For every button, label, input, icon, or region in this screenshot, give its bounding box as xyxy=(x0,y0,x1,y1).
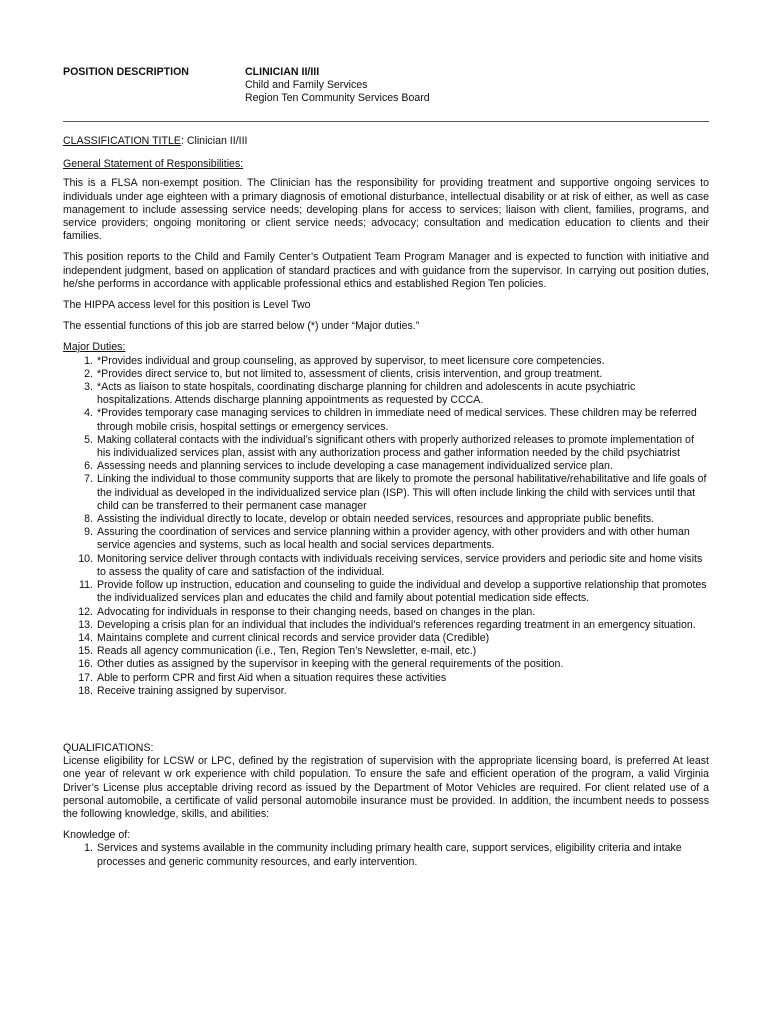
header-position-block xyxy=(245,66,430,106)
list-item-number: 18. xyxy=(78,684,93,697)
list-item xyxy=(63,526,709,552)
list-item-number: 12. xyxy=(78,605,93,618)
list-item xyxy=(63,553,709,579)
general-paragraph-1: This is a FLSA non-exempt position. The Clinician has the responsibility for providing treatment and supportive ongoing services to individuals under age eighteen with a primary diagnosis of emotional disturbance, intellectual disability or at risk of either, as well as case management to include assessing service needs; developing plans for access to services; liaison with client, families, programs, and service providers; ongoing monitoring or client service needs; advocacy; consultation and medication education to clients and their families. xyxy=(63,177,709,243)
list-item-number: 13. xyxy=(78,618,93,631)
qualifications-heading: QUALIFICATIONS: xyxy=(63,741,154,754)
list-item-number: 1. xyxy=(84,354,93,367)
list-item xyxy=(63,368,709,381)
department-name: Child and Family Services xyxy=(245,79,368,92)
list-item-text: Assuring the coordination of services and service planning within a provider agency, with other providers and with other human service agencies and systems, such as local health and social services departments. xyxy=(97,526,690,552)
list-item-number: 9. xyxy=(84,526,93,539)
list-item xyxy=(63,619,709,632)
hippa-paragraph: The HIPPA access level for this position is Level Two xyxy=(63,299,311,312)
list-item-number: 14. xyxy=(78,631,93,644)
list-item-number: 4. xyxy=(84,407,93,420)
list-item-text: Receive training assigned by supervisor. xyxy=(97,684,287,697)
essential-functions-paragraph: The essential functions of this job are starred below (*) under “Major duties.” xyxy=(63,320,420,333)
qualifications-body: License eligibility for LCSW or LPC, defined by the registration of supervision with the appropriate licensing board, is preferred At least one year of relevant w ork experience with child population. To ensure the safe and efficient operation of the program, a valid Virginia Driver’s License plus acceptable driving record as issued by the Department of Motor Vehicles are required. For client related use of a personal automobile, a certificate of valid personal automobile insurance must be provided. In addition, the incumbent needs to possess the following knowledge, skills, and abilities: xyxy=(63,755,709,820)
knowledge-list xyxy=(63,842,709,868)
list-item xyxy=(63,473,709,513)
classification-label: CLASSIFICATION TITLE xyxy=(63,135,181,147)
list-item-number: 2. xyxy=(84,367,93,380)
list-item xyxy=(63,632,709,645)
list-item-text: Reads all agency communication (i.e., Ten, Region Ten’s Newsletter, e-mail, etc.) xyxy=(97,645,477,658)
list-item xyxy=(63,513,709,526)
list-item-number: 17. xyxy=(78,671,93,684)
list-item-text: Assessing needs and planning services to include developing a case management individualized service plan. xyxy=(97,460,613,473)
general-paragraph-2: This position reports to the Child and Family Center’s Outpatient Team Program Manager and is expected to function with initiative and independent judgment, based on application of standard practices and with guidance from the supervisor. In carrying out position duties, he/she performs in accordance with applicable professional ethics and established Region Ten policies. xyxy=(63,251,709,290)
position-title: CLINICIAN II/III xyxy=(245,66,320,78)
list-item xyxy=(63,381,709,407)
list-item-text: *Provides direct service to, but not limited to, assessment of clients, crisis intervention, and group treatment. xyxy=(97,367,603,380)
list-item-number: 10. xyxy=(78,552,93,565)
list-item-text: Assisting the individual directly to locate, develop or obtain needed services, resources and appropriate public benefits. xyxy=(97,513,655,526)
document-body xyxy=(63,135,709,869)
major-duties-list xyxy=(63,355,709,698)
list-item xyxy=(63,842,709,868)
list-item-text: Able to perform CPR and first Aid when a situation requires these activities xyxy=(97,671,447,684)
list-item-text: Services and systems available in the community including primary health care, support services, eligibility criteria and intake processes and generic community resources, and early intervention. xyxy=(97,842,682,868)
list-item-number: 7. xyxy=(84,473,93,486)
header-divider xyxy=(63,121,709,122)
list-item xyxy=(63,645,709,658)
classification-value: : Clinician II/III xyxy=(180,135,248,147)
list-item-text: *Provides individual and group counseling, as approved by supervisor, to meet licensure core competencies. xyxy=(97,354,605,367)
classification-title xyxy=(63,135,709,148)
list-item-number: 11. xyxy=(79,579,93,592)
list-item-text: Developing a crisis plan for an individual that includes the individual’s references regarding treatment in an emergency situation. xyxy=(97,618,696,631)
header-label: POSITION DESCRIPTION xyxy=(63,66,189,78)
list-item-text: Linking the individual to those community supports that are likely to promote the personal habilitative/rehabilitative and life goals of the individual as developed in the individualized service plan (ISP). This will often include linking the child with services until that child can be transferred to their permanent case manager xyxy=(97,473,707,512)
list-item-text: Other duties as assigned by the supervisor in keeping with the general requirements of the position. xyxy=(97,658,564,671)
list-item xyxy=(63,685,709,698)
list-item xyxy=(63,606,709,619)
list-item-number: 15. xyxy=(78,645,93,658)
list-item xyxy=(63,434,709,460)
list-item-text: Maintains complete and current clinical records and service provider data (Credible) xyxy=(97,631,490,644)
general-statement-heading: General Statement of Responsibilities: xyxy=(63,158,244,171)
list-item-number: 16. xyxy=(78,658,93,671)
list-item xyxy=(63,658,709,671)
list-item-number: 8. xyxy=(84,513,93,526)
list-item xyxy=(63,460,709,473)
list-item-number: 1. xyxy=(84,842,93,855)
list-item-text: Making collateral contacts with the individual’s significant others with properly authorized releases to promote implementation of his individualized services plan, assist with any authorization process and gather information needed by the child psychiatrist xyxy=(97,433,694,460)
list-item-number: 3. xyxy=(84,381,93,394)
list-item xyxy=(63,672,709,685)
list-item-text: Advocating for individuals in response to their changing needs, based on changes in the plan. xyxy=(97,605,536,618)
list-item-number: 5. xyxy=(84,433,93,446)
list-item xyxy=(63,355,709,368)
list-item xyxy=(63,407,709,433)
list-item-text: Monitoring service deliver through contacts with individuals receiving services, service providers and periodic site and home visits to assess the quality of care and satisfaction of the individual. xyxy=(97,552,703,578)
list-item-text: *Acts as liaison to state hospitals, coordinating discharge planning for children and adolescents in acute psychiatric hospitalizations. Attends discharge planning appointments as requested by CCCA. xyxy=(97,381,636,407)
list-item-number: 6. xyxy=(84,460,93,473)
knowledge-heading: Knowledge of: xyxy=(63,829,131,842)
organization-name: Region Ten Community Services Board xyxy=(245,92,430,105)
list-item-text: Provide follow up instruction, education and counseling to guide the individual and develop a supportive relationship that promotes the individualized services plan and educates the child and family about potential medication side effects. xyxy=(97,579,707,605)
document-header xyxy=(63,66,709,114)
list-item-text: *Provides temporary case managing services to children in immediate need of medical services. These children may be referred through mobile crisis, hospital settings or emergency services. xyxy=(97,407,697,433)
list-item xyxy=(63,579,709,605)
major-duties-heading: Major Duties: xyxy=(63,341,126,354)
